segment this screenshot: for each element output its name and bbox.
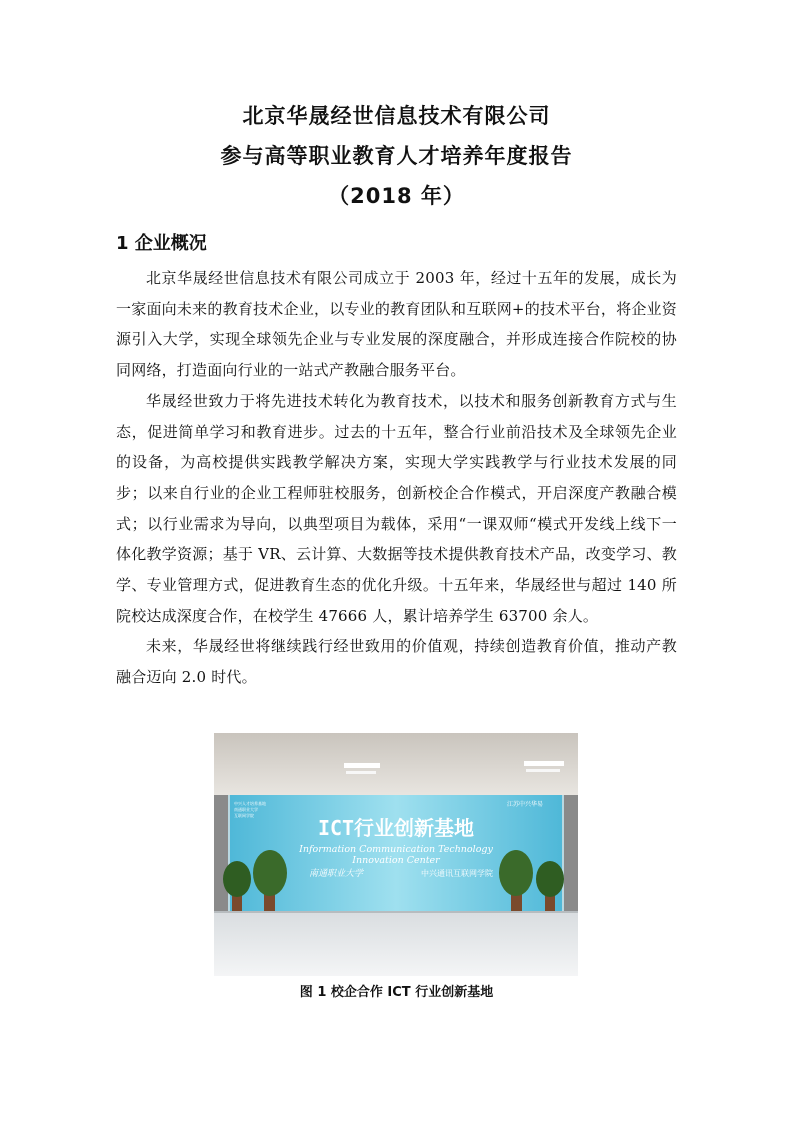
wall-top-left-text-1: 中兴人才培养基地 [234, 801, 266, 806]
section-heading: 1 企业概况 [116, 233, 207, 254]
wall-right-logo: 中兴通讯互联网学院 [421, 869, 493, 878]
section-body [116, 263, 677, 693]
wall-subtitle-line2: Innovation Center [352, 855, 440, 866]
wall-top-right-logo: 江苏中兴华易 [506, 801, 544, 808]
title-line-report: 参与高等职业教育人才培养年度报告 [220, 144, 573, 168]
ict-center-photo [214, 733, 578, 976]
wall-subtitle-line1: Information Communication Technology [299, 844, 493, 855]
title-line-year: （2018 年） [328, 184, 465, 208]
wall-top-left-text-2: 南通职业大学 [234, 807, 258, 812]
paragraph-mission: 华晟经世致力于将先进技术转化为教育技术，以技术和服务创新教育方式与生态，促进简单学习和教育进步。过去的十五年，整合行业前沿技术及全球领先企业的设备，为高校提供实践教学解决方案，实现大学实践教学与行业技术发展的同步；以来自行业的企业工程师驻校服务，创新校企合作模式，开启深度产教融合模式；以行业需求为导向，以典型项目为载体，采用“一课双师“模式开发线上线下一体化教学资源；基于 VR、云计算、大数据等技术提供教育技术产品，改变学习、教学、专业管理方式，促进教育生态的优化升级。十五年来，华晟经世与超过 140 所院校达成深度合作，在校学生 47666 人，累计培养学生 63700 余人。 [116, 391, 677, 625]
wall-title: ICT行业创新基地 [317, 816, 475, 840]
figure-caption: 图 1 校企合作 ICT 行业创新基地 [299, 985, 494, 1000]
paragraph-founding: 北京华晟经世信息技术有限公司成立于 2003 年，经过十五年的发展，成长为一家面向未来的教育技术企业，以专业的教育团队和互联网+的技术平台，将企业资源引入大学，实现全球领先企业与专业发展的深度融合，并形成连接合作院校的协同网络，打造面向行业的一站式产教融合服务平台。 [116, 269, 677, 380]
wall-left-logo: 南通职业大学 [308, 869, 364, 879]
title-line-company: 北京华晟经世信息技术有限公司 [242, 104, 551, 128]
figure-photo [214, 733, 578, 976]
wall-top-left-text-3: 互联网学院 [234, 813, 254, 818]
report-title [0, 96, 793, 216]
paragraph-future: 未来，华晟经世将继续践行经世致用的价值观，持续创造教育价值，推动产教融合迈向 2.0 时代。 [116, 637, 677, 687]
